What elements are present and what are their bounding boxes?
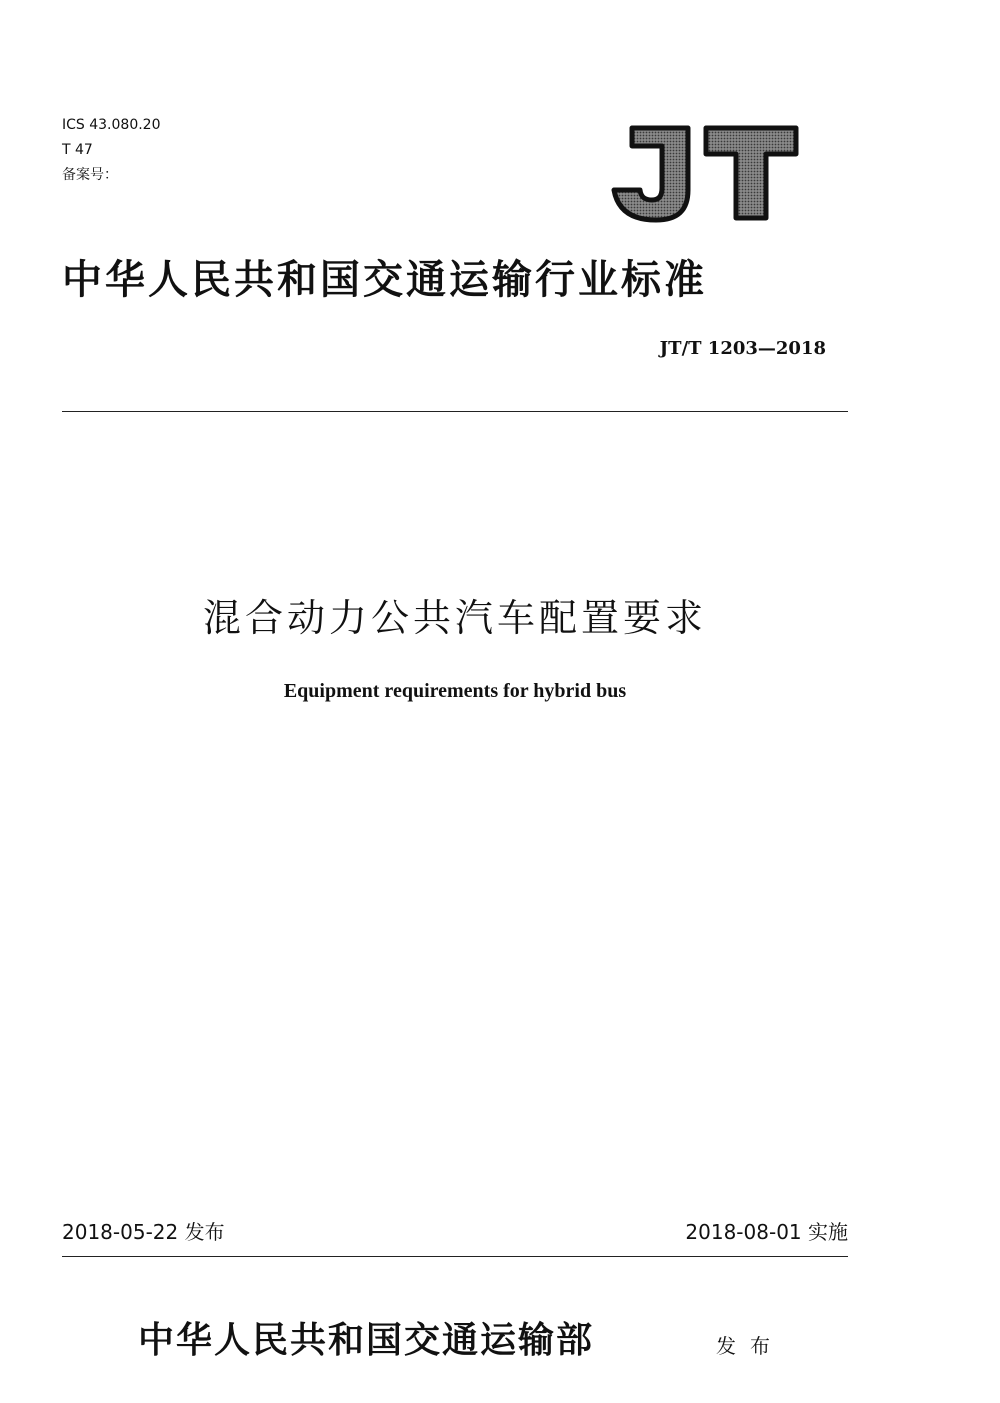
top-divider <box>62 411 848 412</box>
ics-code: ICS 43.080.20 <box>62 117 161 133</box>
bottom-divider <box>62 1256 848 1257</box>
ccs-code: T 47 <box>62 142 93 158</box>
jt-logo <box>606 122 802 224</box>
publisher-name: 中华人民共和国交通运输部 <box>138 1320 595 1361</box>
document-title-chinese: 混合动力公共汽车配置要求 <box>202 596 707 640</box>
document-title-english: Equipment requirements for hybrid bus <box>283 680 627 702</box>
effective-date: 2018-08-01 实施 <box>685 1220 848 1244</box>
publish-date: 2018-05-22 发布 <box>62 1220 225 1244</box>
standard-code: JT/T 1203—2018 <box>659 338 826 359</box>
standard-category-title: 中华人民共和国交通运输行业标准 <box>62 257 707 303</box>
publisher-action: 发布 <box>716 1334 784 1358</box>
filing-number-label: 备案号： <box>62 167 118 183</box>
